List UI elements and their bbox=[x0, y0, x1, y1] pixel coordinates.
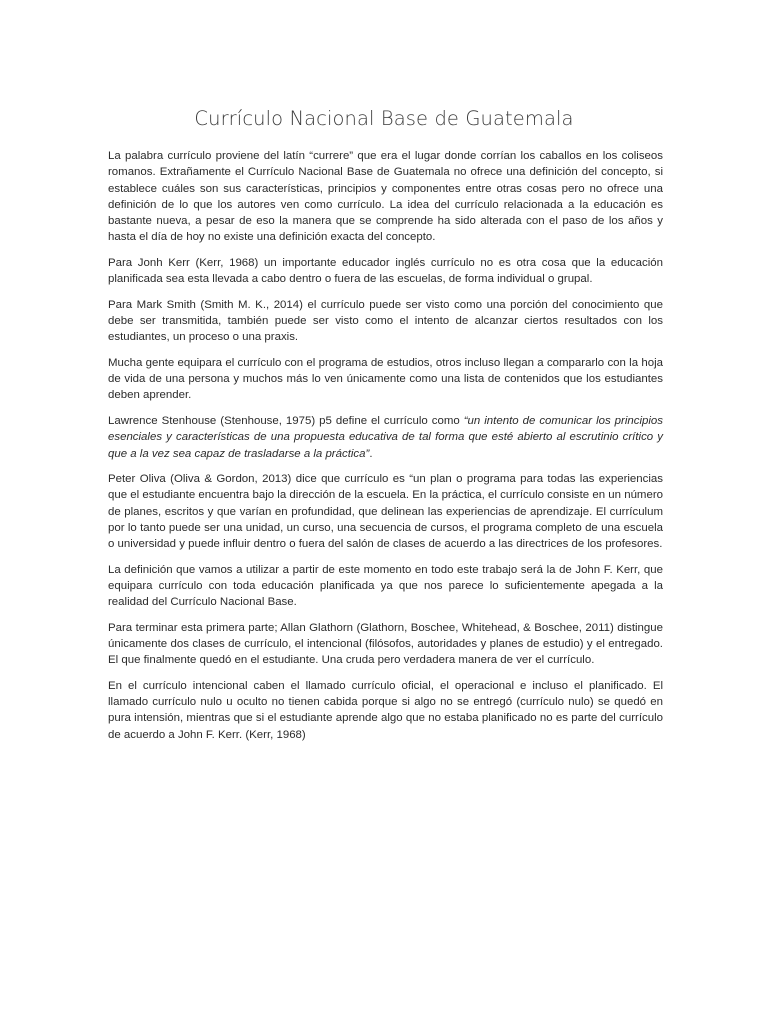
paragraph-definition: La definición que vamos a utilizar a partir de este momento en todo este trabajo será la de John F. Kerr, que equipara currículo con toda educación planificada ya que nos parece lo suficientemente apegada a la realidad del Currículo Nacional Base. bbox=[108, 563, 663, 609]
paragraph-stenhouse bbox=[108, 413, 663, 462]
document-body bbox=[108, 148, 663, 752]
paragraph-common-view: Mucha gente equipara el currículo con el programa de estudios, otros incluso llegan a compararlo con la hoja de vida de una persona y muchos más lo ven únicamente como una lista de contenidos que los estudiantes deben aprender. bbox=[108, 356, 663, 402]
page-title: Currículo Nacional Base de Guatemala bbox=[194, 107, 574, 130]
paragraph-glathorn: Para terminar esta primera parte; Allan Glathorn (Glathorn, Boschee, Whitehead, & Boschee, 2011) distingue únicamente dos clases de currículo, el intencional (filósofos, autoridades y planes de estudio) y el entregado. El que finalmente quedó en el estudiante. Una cruda pero verdadera manera de ver el currículo. bbox=[108, 621, 663, 667]
stenhouse-quote: “un intento de comunicar los principios esenciales y características de una propuesta educativa de tal forma que esté abierto al escrutinio crítico y que a la vez sea capaz de trasladarse a la práctica” bbox=[108, 414, 663, 460]
paragraph-kerr: Para Jonh Kerr (Kerr, 1968) un importante educador inglés currículo no es otra cosa que la educación planificada sea esta llevada a cabo dentro o fuera de las escuelas, de forma individual o grupal. bbox=[108, 256, 663, 286]
paragraph-intentional: En el currículo intencional caben el llamado currículo oficial, el operacional e incluso el planificado. El llamado currículo nulo u oculto no tienen cabida porque si algo no se entregó (currículo nulo) se quedó en pura intensión, mientras que si el estudiante aprende algo que no estaba planificado no es parte del currículo de acuerdo a John F. Kerr. (Kerr, 1968) bbox=[108, 679, 663, 741]
stenhouse-intro: Lawrence Stenhouse (Stenhouse, 1975) p5 define el currículo como bbox=[108, 414, 464, 427]
paragraph-oliva: Peter Oliva (Oliva & Gordon, 2013) dice que currículo es “un plan o programa para todas las experiencias que el estudiante encuentra bajo la dirección de la escuela. En la práctica, el currículo consiste en un número de planes, escritos y que varían en profundidad, que delinean las experiencias de aprendizaje. El currículum por lo tanto puede ser una unidad, un curso, una secuencia de cursos, el programa completo de una escuela o universidad y puede influir dentro o fuera del salón de clases de acuerdo a las directrices de los profesores. bbox=[108, 472, 663, 551]
paragraph-etymology: La palabra currículo proviene del latín “currere” que era el lugar donde corrían los caballos en los coliseos romanos. Extrañamente el Currículo Nacional Base de Guatemala no ofrece una definición del concepto, si establece cuáles son sus características, principios y componentes entre otras cosas pero no ofrece una definición de lo que los autores ven como currículo. La idea del currículo relacionada a la educación es bastante nueva, a pesar de eso la manera que se comprende ha sido alterada con el paso de los años y hasta el día de hoy no existe una definición exacta del concepto. bbox=[108, 150, 663, 244]
paragraph-smith: Para Mark Smith (Smith M. K., 2014) el currículo puede ser visto como una porción del conocimiento que debe ser transmitida, también puede ser visto como el intento de alcanzar ciertos resultados con los estudiantes, un proceso o una praxis. bbox=[108, 298, 663, 344]
stenhouse-end: . bbox=[369, 447, 373, 460]
